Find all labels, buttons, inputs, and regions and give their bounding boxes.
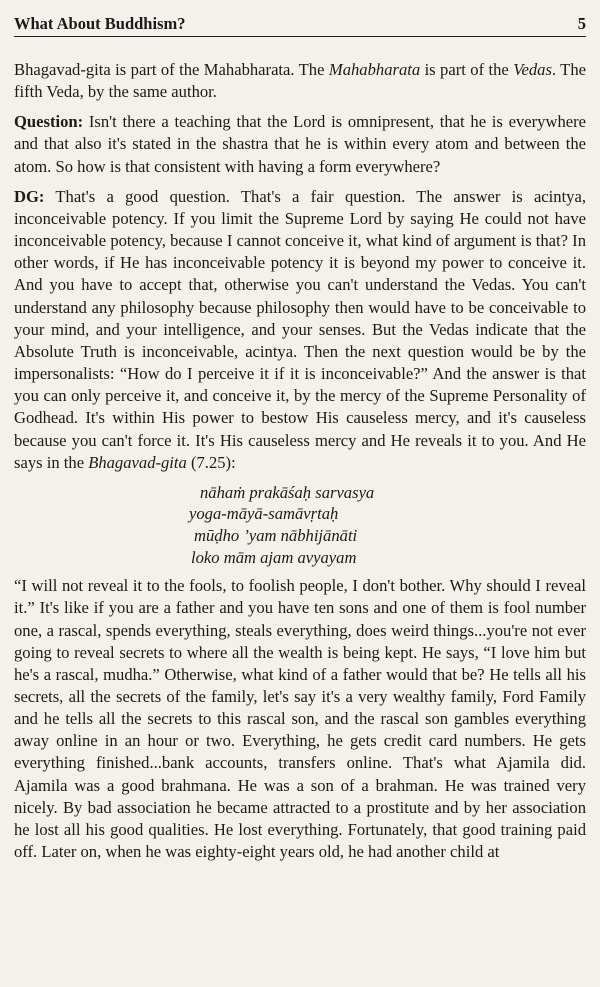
speaker-label-question: Question: — [14, 112, 84, 132]
verse-line: mūḍho ’yam nābhijānāti — [194, 526, 358, 545]
verse-line: nāhaṁ prakāśaḥ sarvasya — [200, 482, 375, 502]
paragraph-explanation: “I will not reveal it to the fools, to foolish people, I don't bother. Why should I reveal it.” It's like if you are a father and you have ten sons and one of them is fool number one, a rascal, spends everything, steals everything, does weird things...you're not ever going to reveal secrets to where all the wealth is being kept. He says, “I love him but he's a rascal, mudha.” Otherwise, what kind of a father would that be? He tells all his secrets, all the secrets of the family, let's say it's a very wealthy family, Ford Family and he tells all the secrets to this rascal son, and the rascal son gambles everything away online in an hour or two. Everything, he gets credit card numbers. He gets everything finished...bank accounts, transfers online. That's what Ajamila did. Ajamila was a good brahmana. He was a son of a brahman. He was trained very nicely. By bad association he became attracted to a prostitute and by her association he lost all his good qualities. He lost everything. Fortunately, that good training paid off. Later on, when he was eighty-eight years old, he had another child at — [14, 576, 586, 862]
chapter-title: What About Buddhism? — [14, 14, 186, 33]
page-number: 5 — [577, 14, 586, 33]
speaker-label-dg: DG: — [14, 186, 45, 206]
paragraph-answer — [14, 186, 586, 474]
running-header — [14, 0, 586, 37]
question-text: Isn't there a teaching that the Lord is omnipresent, that he is everywhere and that also it's stated in the shastra that he is within every atom and between the atom. So how is that consistent with having a form everywhere? — [14, 112, 586, 176]
text-run: is part of the — [420, 60, 514, 79]
answer-text: That's a good question. That's a fair question. The answer is acintya, inconceivable potency. If you limit the Supreme Lord by saying He could not have inconceivable potency, because I cannot conceive it, what kind of argument is that? In other words, if He has inconceivable potency it is beyond my power to conceive it. And you have to accept that, otherwise you can't understand the Vedas. You can't understand any philosophy because philosophy then would have to be conceivable to your mind, and your intelligence, and your senses. But the Vedas indicate that the Absolute Truth is inconceivable, acintya. Then the next question would be by the impersonalists: “How do I perceive it if it is inconceivable?” And the answer is that you can only perceive it, and conceive it, by the mercy of the Supreme Personality of Godhead. It's within His power to bestow His causeless mercy, and it's causeless because you can't force it. It's His causeless mercy and He reveals it to you. And He says in the — [14, 186, 586, 472]
book-page — [14, 0, 586, 871]
text-run: . The fifth Veda, by the same author. — [14, 60, 586, 102]
verse-line: loko mām ajam avyayam — [191, 547, 357, 567]
text-run: Bhagavad-gita is part of the Mahabharata. The — [14, 60, 329, 79]
sanskrit-verse — [14, 482, 586, 568]
book-title-bhagavad-gita: Bhagavad-gita — [88, 452, 187, 472]
verse-line: yoga-māyā-samāvṛtaḥ — [189, 504, 339, 524]
paragraph-question — [14, 111, 586, 177]
book-title-mahabharata: Mahabharata — [328, 60, 421, 79]
verse-reference: (7.25): — [186, 452, 236, 472]
paragraph-intro — [14, 59, 586, 103]
book-title-vedas: Vedas — [513, 60, 552, 79]
page-body — [14, 59, 586, 863]
